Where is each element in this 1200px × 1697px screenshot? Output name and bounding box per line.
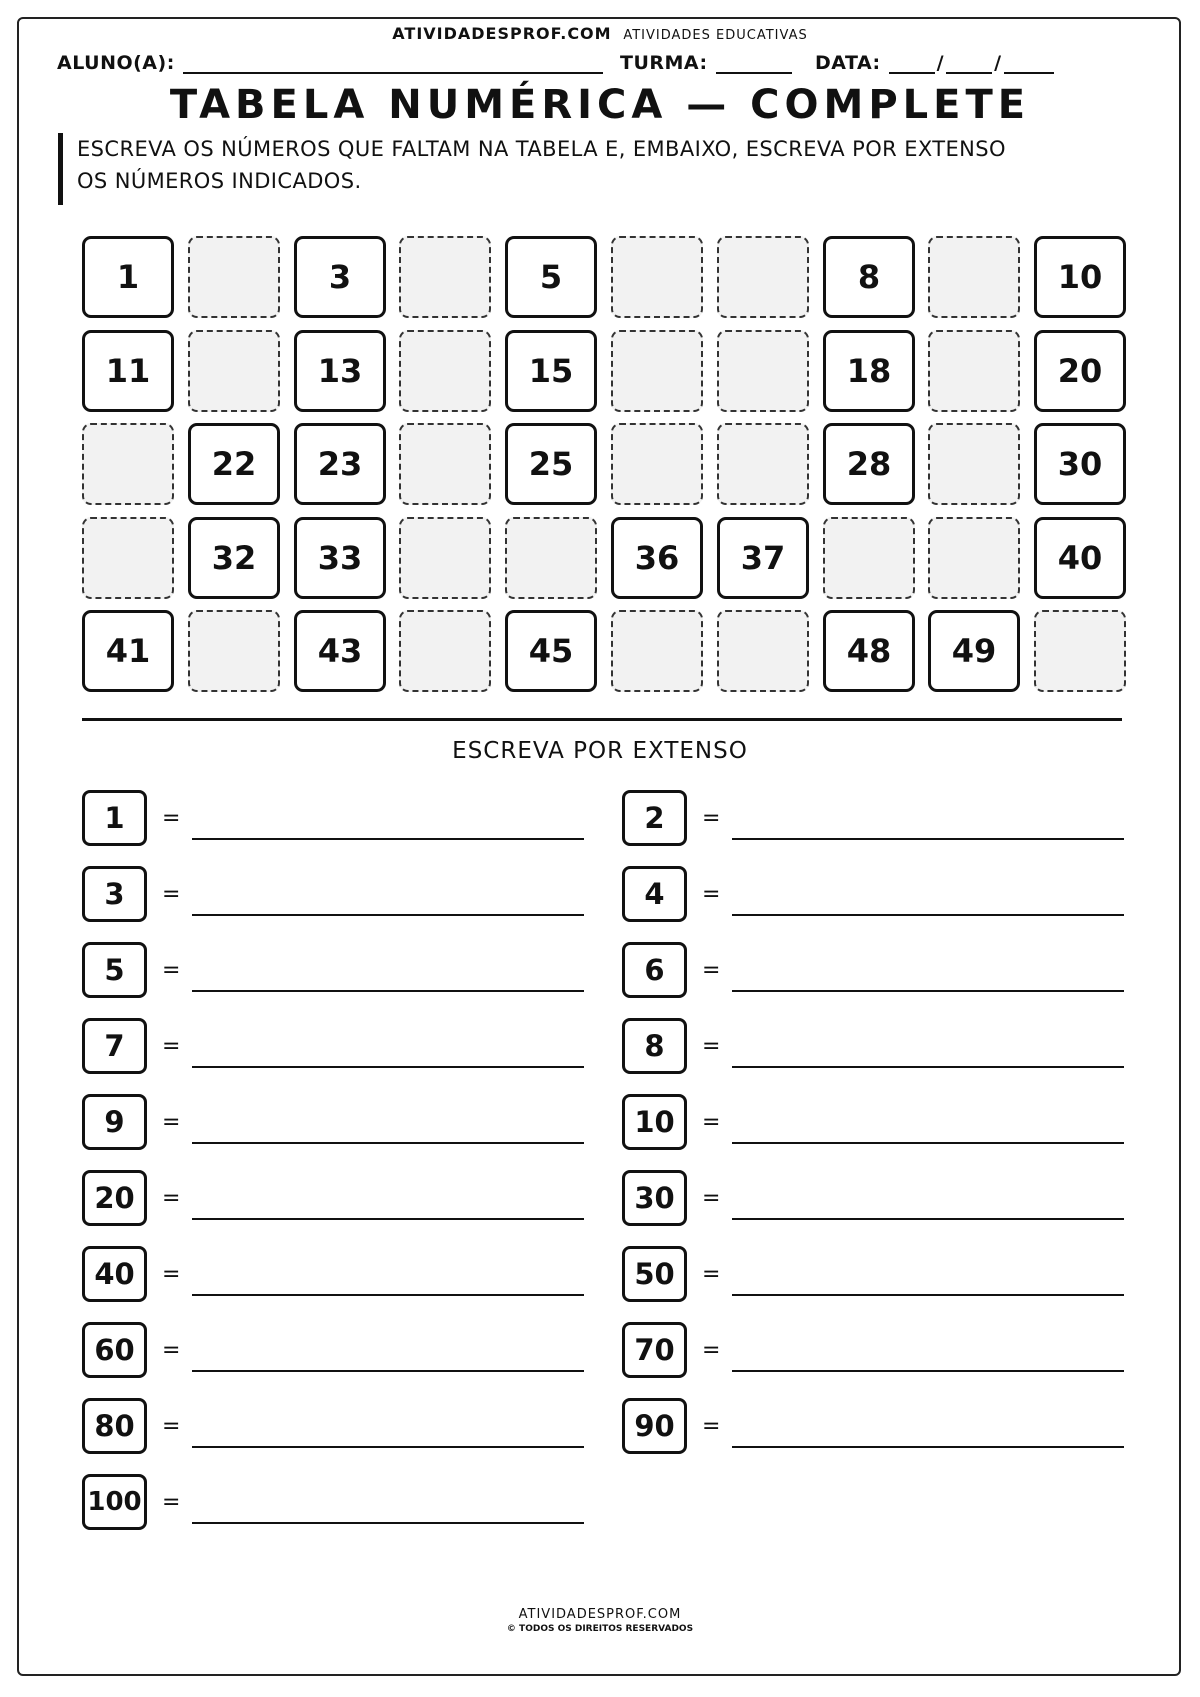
date-month-line[interactable]	[946, 50, 992, 74]
table-cell-filled: 32	[188, 517, 280, 599]
table-cell-blank[interactable]	[399, 236, 491, 318]
answer-line[interactable]	[732, 1218, 1124, 1220]
number-box: 1	[82, 790, 147, 846]
date-day-line[interactable]	[889, 50, 935, 74]
equals-sign: =	[162, 1338, 181, 1363]
answer-line[interactable]	[192, 1522, 584, 1524]
number-box: 4	[622, 866, 687, 922]
equals-sign: =	[702, 958, 721, 983]
student-name-line[interactable]	[183, 50, 603, 74]
date-separator: /	[936, 52, 945, 74]
instruction-line-1: ESCREVA OS NÚMEROS QUE FALTAM NA TABELA E, EMBAIXO, ESCREVA POR EXTENSO	[77, 137, 1006, 161]
table-cell-filled: 10	[1034, 236, 1126, 318]
table-cell-filled: 45	[505, 610, 597, 692]
site-name: ATIVIDADESPROF.COM	[392, 24, 612, 43]
answer-line[interactable]	[732, 1142, 1124, 1144]
number-box: 10	[622, 1094, 687, 1150]
equals-sign: =	[702, 806, 721, 831]
table-cell-blank[interactable]	[823, 517, 915, 599]
number-box: 20	[82, 1170, 147, 1226]
table-cell-filled: 33	[294, 517, 386, 599]
table-cell-filled: 11	[82, 330, 174, 412]
table-cell-filled: 15	[505, 330, 597, 412]
answer-line[interactable]	[732, 838, 1124, 840]
table-cell-blank[interactable]	[82, 517, 174, 599]
table-cell-blank[interactable]	[611, 423, 703, 505]
number-box: 5	[82, 942, 147, 998]
equals-sign: =	[702, 1414, 721, 1439]
section-title: ESCREVA POR EXTENSO	[452, 738, 748, 764]
table-cell-filled: 30	[1034, 423, 1126, 505]
equals-sign: =	[162, 1490, 181, 1515]
table-cell-blank[interactable]	[928, 517, 1020, 599]
table-cell-filled: 18	[823, 330, 915, 412]
number-box: 2	[622, 790, 687, 846]
date-separator: /	[994, 52, 1002, 74]
table-cell-blank[interactable]	[928, 236, 1020, 318]
table-cell-filled: 37	[717, 517, 809, 599]
equals-sign: =	[702, 882, 721, 907]
table-cell-filled: 28	[823, 423, 915, 505]
footer-rights: © TODOS OS DIREITOS RESERVADOS	[506, 1624, 694, 1634]
equals-sign: =	[702, 1034, 721, 1059]
table-cell-filled: 20	[1034, 330, 1126, 412]
table-cell-blank[interactable]	[82, 423, 174, 505]
answer-line[interactable]	[732, 990, 1124, 992]
equals-sign: =	[162, 882, 181, 907]
table-cell-blank[interactable]	[399, 423, 491, 505]
equals-sign: =	[162, 1414, 181, 1439]
table-cell-filled: 5	[505, 236, 597, 318]
answer-line[interactable]	[732, 1446, 1124, 1448]
answer-line[interactable]	[732, 1066, 1124, 1068]
table-cell-blank[interactable]	[717, 423, 809, 505]
table-cell-blank[interactable]	[611, 330, 703, 412]
table-cell-blank[interactable]	[717, 610, 809, 692]
student-fields	[57, 50, 1147, 80]
date-field[interactable]	[815, 50, 1054, 74]
table-cell-filled: 25	[505, 423, 597, 505]
table-cell-blank[interactable]	[717, 330, 809, 412]
table-cell-blank[interactable]	[399, 330, 491, 412]
site-tagline: ATIVIDADES EDUCATIVAS	[623, 28, 808, 43]
number-box: 100	[82, 1474, 147, 1530]
number-box: 9	[82, 1094, 147, 1150]
equals-sign: =	[702, 1262, 721, 1287]
table-cell-filled: 22	[188, 423, 280, 505]
section-divider	[82, 718, 1122, 721]
equals-sign: =	[702, 1186, 721, 1211]
table-cell-filled: 13	[294, 330, 386, 412]
equals-sign: =	[702, 1110, 721, 1135]
number-box: 7	[82, 1018, 147, 1074]
footer	[0, 1607, 1200, 1634]
table-cell-blank[interactable]	[717, 236, 809, 318]
table-cell-blank[interactable]	[399, 517, 491, 599]
number-box: 80	[82, 1398, 147, 1454]
table-cell-blank[interactable]	[928, 330, 1020, 412]
number-box: 6	[622, 942, 687, 998]
number-box: 70	[622, 1322, 687, 1378]
answer-line[interactable]	[732, 914, 1124, 916]
number-box: 50	[622, 1246, 687, 1302]
equals-sign: =	[162, 958, 181, 983]
number-box: 30	[622, 1170, 687, 1226]
answer-line[interactable]	[192, 1370, 584, 1372]
instruction-text	[58, 133, 1138, 205]
number-box: 3	[82, 866, 147, 922]
table-cell-filled: 43	[294, 610, 386, 692]
table-cell-blank[interactable]	[188, 610, 280, 692]
date-year-line[interactable]	[1004, 50, 1054, 74]
table-cell-filled: 1	[82, 236, 174, 318]
answer-line[interactable]	[192, 1066, 584, 1068]
equals-sign: =	[162, 1262, 181, 1287]
table-cell-blank[interactable]	[188, 330, 280, 412]
site-header	[0, 24, 1200, 43]
table-cell-blank[interactable]	[188, 236, 280, 318]
equals-sign: =	[162, 1186, 181, 1211]
answer-line[interactable]	[732, 1370, 1124, 1372]
table-cell-filled: 48	[823, 610, 915, 692]
table-cell-filled: 40	[1034, 517, 1126, 599]
number-box: 40	[82, 1246, 147, 1302]
answer-line[interactable]	[192, 1294, 584, 1296]
page-title: TABELA NUMÉRICA — COMPLETE	[169, 82, 1031, 128]
number-box: 90	[622, 1398, 687, 1454]
table-cell-blank[interactable]	[399, 610, 491, 692]
class-field[interactable]	[620, 50, 792, 74]
table-cell-filled: 8	[823, 236, 915, 318]
table-cell-filled: 49	[928, 610, 1020, 692]
date-label: DATA:	[815, 52, 881, 74]
table-cell-blank[interactable]	[611, 610, 703, 692]
table-cell-blank[interactable]	[928, 423, 1020, 505]
footer-site: ATIVIDADESPROF.COM	[518, 1607, 682, 1622]
equals-sign: =	[162, 1110, 181, 1135]
answer-line[interactable]	[192, 1218, 584, 1220]
answer-line[interactable]	[732, 1294, 1124, 1296]
table-cell-blank[interactable]	[611, 236, 703, 318]
table-cell-filled: 41	[82, 610, 174, 692]
equals-sign: =	[162, 806, 181, 831]
equals-sign: =	[162, 1034, 181, 1059]
answer-line[interactable]	[192, 990, 584, 992]
equals-sign: =	[702, 1338, 721, 1363]
answer-line[interactable]	[192, 1142, 584, 1144]
instruction-line-2: OS NÚMEROS INDICADOS.	[77, 169, 362, 193]
table-cell-blank[interactable]	[505, 517, 597, 599]
class-label: TURMA:	[620, 52, 708, 74]
answer-line[interactable]	[192, 838, 584, 840]
student-name-label: ALUNO(A):	[57, 52, 175, 74]
table-cell-filled: 3	[294, 236, 386, 318]
answer-line[interactable]	[192, 1446, 584, 1448]
number-box: 8	[622, 1018, 687, 1074]
class-line[interactable]	[716, 50, 792, 74]
number-box: 60	[82, 1322, 147, 1378]
table-cell-blank[interactable]	[1034, 610, 1126, 692]
table-cell-filled: 23	[294, 423, 386, 505]
student-name-field[interactable]	[57, 50, 603, 74]
answer-line[interactable]	[192, 914, 584, 916]
table-cell-filled: 36	[611, 517, 703, 599]
number-table	[82, 236, 1122, 696]
